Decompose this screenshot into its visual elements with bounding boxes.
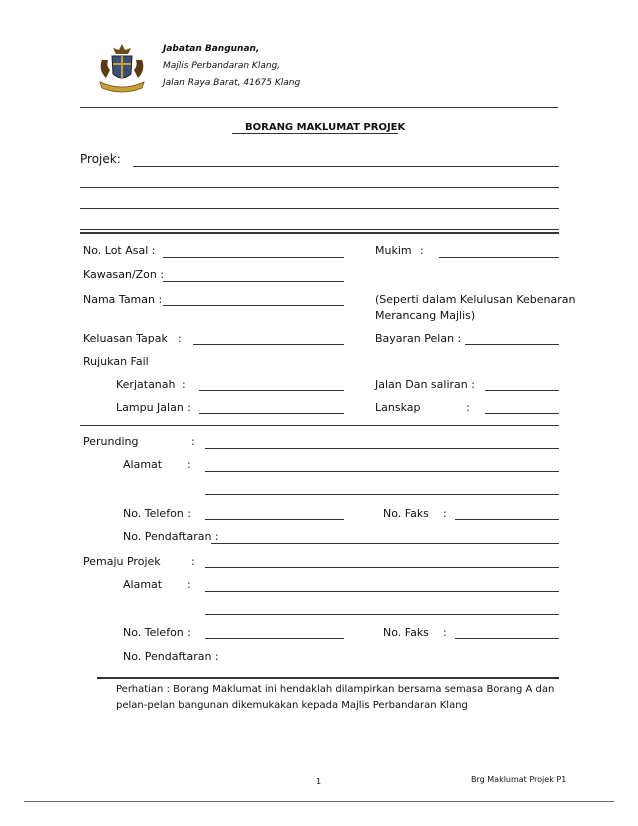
kerjatanah-field[interactable]: [199, 390, 344, 391]
kerjatanah-colon: :: [182, 378, 186, 391]
projek-label: Projek:: [80, 152, 121, 166]
perunding-alamat-field-1[interactable]: [205, 471, 559, 472]
perunding-alamat-label: Alamat: [123, 458, 163, 471]
perunding-faks-label: No. Faks: [383, 507, 429, 520]
bayaran-label: Bayaran Pelan :: [375, 332, 462, 345]
nama-taman-field[interactable]: [163, 305, 344, 306]
section-divider-thick: [80, 232, 559, 234]
projek-line-3[interactable]: [80, 208, 559, 209]
footer-reference: Brg Maklumat Projek P1: [471, 775, 567, 784]
perunding-telefon-label: No. Telefon :: [123, 507, 191, 520]
perunding-pendaftaran-field[interactable]: [211, 543, 559, 544]
pemaju-faks-colon: :: [443, 626, 447, 639]
rujukan-divider: [80, 425, 559, 426]
keluasan-field[interactable]: [193, 344, 344, 345]
org-name: Jabatan Bangunan,: [163, 44, 260, 54]
notice-divider: [97, 677, 559, 679]
pemaju-alamat-field-1[interactable]: [205, 591, 559, 592]
kelulusan-note-line2: Merancang Majlis): [375, 309, 476, 322]
lampu-jalan-field[interactable]: [199, 413, 344, 414]
no-lot-label: No. Lot Asal :: [83, 244, 156, 257]
perunding-field[interactable]: [205, 448, 559, 449]
keluasan-colon: :: [178, 332, 182, 345]
pemaju-alamat-colon: :: [187, 578, 191, 591]
footer-divider: [24, 801, 614, 802]
perunding-label: Perunding: [83, 435, 139, 448]
projek-input-line[interactable]: [133, 166, 559, 167]
crest-icon: [94, 40, 150, 96]
perunding-colon: :: [191, 435, 195, 448]
jalan-saliran-field[interactable]: [485, 390, 559, 391]
pemaju-faks-field[interactable]: [455, 638, 559, 639]
mukim-label: Mukim: [375, 244, 412, 257]
notice-line-1: Perhatian : Borang Maklumat ini hendaklah dilampirkan bersama semasa Borang A dan: [116, 684, 555, 695]
lanskap-field[interactable]: [485, 413, 559, 414]
lanskap-label: Lanskap: [375, 401, 421, 414]
perunding-faks-field[interactable]: [455, 519, 559, 520]
pemaju-faks-label: No. Faks: [383, 626, 429, 639]
kawasan-label: Kawasan/Zon :: [83, 268, 165, 281]
page-number: 1: [316, 777, 322, 786]
lampu-jalan-label: Lampu Jalan :: [116, 401, 191, 414]
notice-line-2: pelan-pelan bangunan dikemukakan kepada Majlis Perbandaran Klang: [116, 700, 468, 711]
perunding-telefon-field[interactable]: [205, 519, 344, 520]
pemaju-colon: :: [191, 555, 195, 568]
mukim-colon: :: [420, 244, 424, 257]
pemaju-label: Pemaju Projek: [83, 555, 161, 568]
kerjatanah-label: Kerjatanah: [116, 378, 176, 391]
keluasan-label: Keluasan Tapak: [83, 332, 168, 345]
form-title: BORANG MAKLUMAT PROJEK: [245, 122, 406, 133]
lanskap-colon: :: [466, 401, 470, 414]
perunding-alamat-field-2[interactable]: [205, 494, 559, 495]
form-title-underline: [232, 133, 398, 134]
no-lot-field[interactable]: [163, 257, 344, 258]
kelulusan-note-line1: (Seperti dalam Kelulusan Kebenaran: [375, 293, 576, 306]
perunding-faks-colon: :: [443, 507, 447, 520]
bayaran-field[interactable]: [465, 344, 559, 345]
council-address: Jalan Raya Barat, 41675 Klang: [163, 78, 301, 88]
jalan-saliran-label: Jalan Dan saliran :: [375, 378, 475, 391]
projek-line-2[interactable]: [80, 187, 559, 188]
rujukan-title: Rujukan Fail: [83, 355, 149, 368]
pemaju-alamat-label: Alamat: [123, 578, 163, 591]
perunding-pendaftaran-label: No. Pendaftaran :: [123, 530, 219, 543]
header-divider: [80, 107, 558, 108]
pemaju-alamat-field-2[interactable]: [205, 614, 559, 615]
pemaju-pendaftaran-label: No. Pendaftaran :: [123, 650, 219, 663]
pemaju-field[interactable]: [205, 567, 559, 568]
mukim-field[interactable]: [439, 257, 559, 258]
pemaju-telefon-field[interactable]: [205, 638, 344, 639]
nama-taman-label: Nama Taman :: [83, 293, 163, 306]
kawasan-field[interactable]: [163, 281, 344, 282]
perunding-alamat-colon: :: [187, 458, 191, 471]
pemaju-telefon-label: No. Telefon :: [123, 626, 191, 639]
council-name: Majlis Perbandaran Klang,: [163, 61, 281, 71]
council-crest: [94, 40, 150, 96]
section-divider: [80, 229, 559, 230]
